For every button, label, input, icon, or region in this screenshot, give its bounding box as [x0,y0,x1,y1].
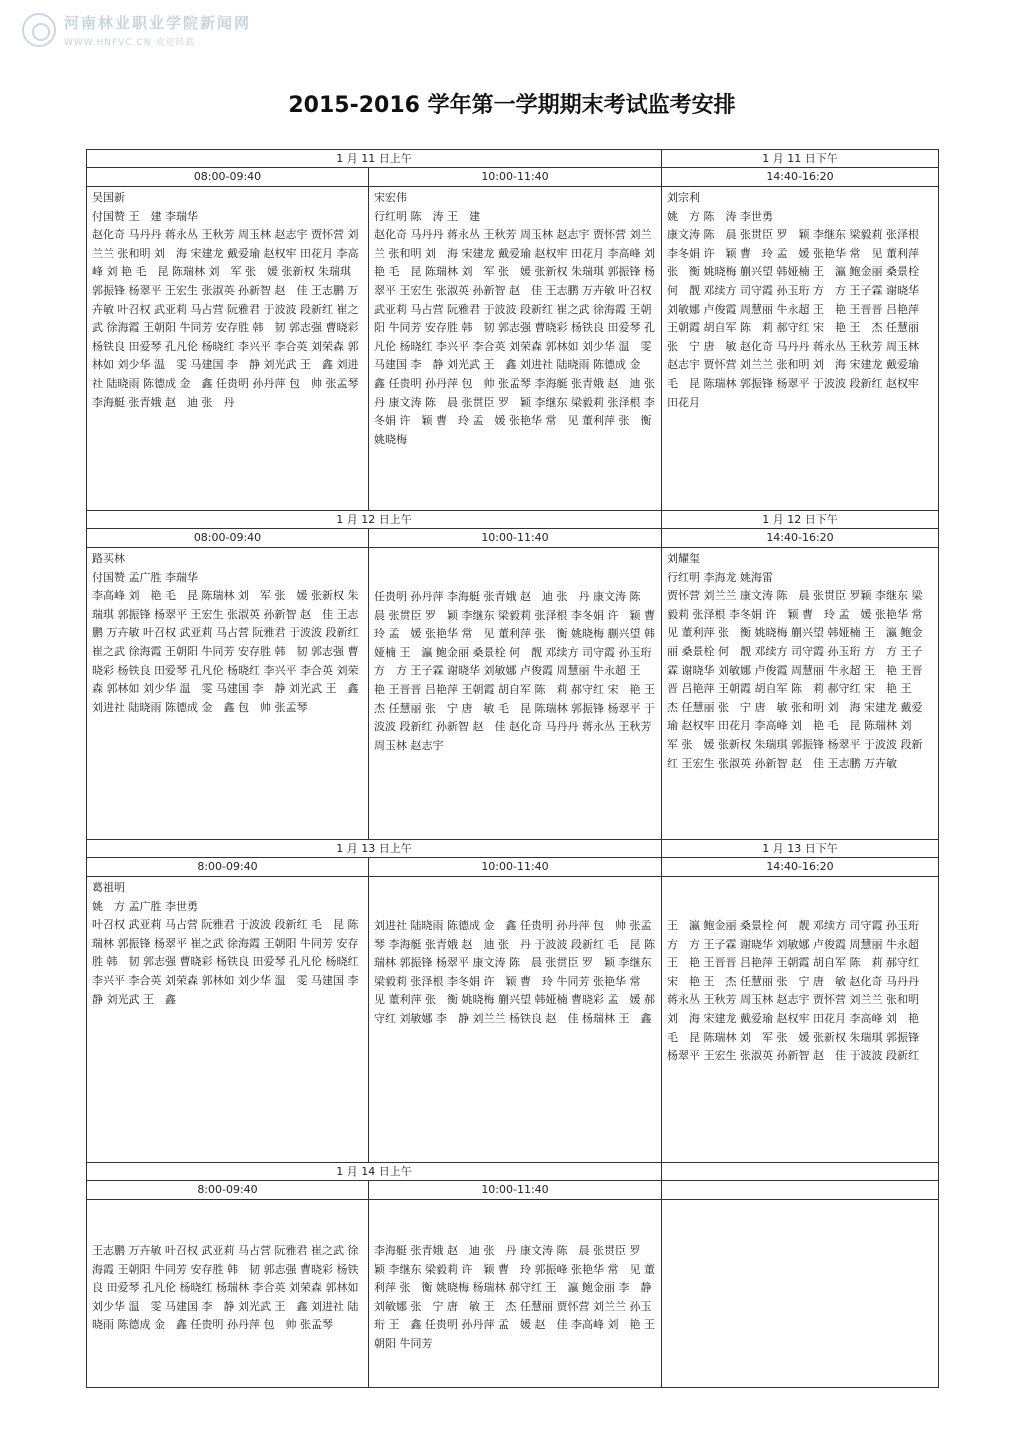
time-slot: 14:40-16:20 [662,858,939,877]
proctor-list: 任贵明 孙丹萍 李海艇 张青娥 赵 迪 张 丹 康文涛 陈 晨 张贯臣 罗 颖 李继东 梁毅莉 张泽根 李冬娟 许 颖 曹 玲 孟 媛 张艳华 常 见 董利萍 张 衡 姚晓梅 蒯兴望 韩娅楠 王 瀛 鲍金丽 桑景栓 何 靓 邓续方 司守霞 孙玉珩 方 方 王子霖 谢晓华 刘敏娜 卢俊霞 周慧丽 牛永超 王 艳 王晋晋 吕艳萍 王朝霞 胡自军 陈 莉 郝守红 宋 艳 王 杰 任慧丽 张 宁 唐 敏 毛 昆 陈瑞林 郭振锋 杨翠平 于波波 段新红 孙新智 赵 佳 赵化奇 马丹丹 蒋永丛 王秋芳 周玉林 赵志宇 [374,590,666,752]
day-label-morning: 1 月 14 日上午 [87,1163,662,1181]
assignment-row [87,548,939,840]
watermark-title: 河南林业职业学院新闻网 [64,14,252,32]
proctor-list: 赵化奇 马丹丹 蒋永丛 王秋芳 周玉林 赵志宇 贾怀营 刘兰兰 张和明 刘 海 宋建龙 戴爱瑜 赵权牢 田花月 李高峰 刘 艳 毛 昆 陈瑞林 刘 军 张 媛 张新权 朱瑞琪 郭振锋 杨翠平 王宏生 张淑英 孙新智 赵 佳 王志鹏 万卉敏 叶召权 武亚莉 马占营 阮雅君 于波波 段新红 崔之武 徐海霞 王朝阳 牛同芳 安存胜 韩 韧 郭志强 曹晓彩 杨铁良 田爱琴 孔凡伦 杨晓红 李兴平 李合英 刘荣森 郭林如 刘少华 温 雯 马建国 李 静 刘光武 王 鑫 刘进社 陆晓雨 陈德成 金 鑫 任贵明 孙丹萍 包 帅 张孟琴 李海艇 张青娥 赵 迪 张 丹 康文涛 陈 晨 张贯臣 罗 颖 李继东 梁毅莉 张泽根 李冬娟 许 颖 曹 玲 孟 媛 张艳华 常 见 董利萍 张 衡 姚晓梅 [374,228,666,446]
proctor-list: 赵化奇 马丹丹 蒋永丛 王秋芳 周玉林 赵志宇 贾怀营 刘兰兰 张和明 刘 海 宋建龙 戴爱瑜 赵权牢 田花月 李高峰 刘 艳 毛 昆 陈瑞林 刘 军 张 媛 张新权 朱瑞琪 郭振锋 杨翠平 王宏生 张淑英 孙新智 赵 佳 王志鹏 万卉敏 叶召权 武亚莉 马占营 阮雅君 于波波 段新红 崔之武 徐海霞 王朝阳 牛同芳 安存胜 韩 韧 郭志强 曹晓彩 杨铁良 田爱琴 孔凡伦 杨晓红 李兴平 李合英 刘荣森 郭林如 刘少华 温 雯 马建国 李 静 刘光武 王 鑫 刘进社 陆晓雨 陈德成 金 鑫 任贵明 孙丹萍 包 帅 张孟琴 李海艇 张青娥 赵 迪 张 丹 [92,228,359,409]
supervisors: 行红明 李海龙 姚海雷 [667,570,773,584]
assignment-cell [662,548,939,840]
day-label-morning: 1 月 13 日上午 [87,840,662,858]
day-header-row [87,511,939,529]
chief-proctor: 刘耀玺 [667,552,700,565]
day-header-row [87,150,939,168]
proctor-list: 王志鹏 万卉敏 叶召权 武亚莉 马占营 阮雅君 崔之武 徐海霞 王朝阳 牛同芳 安存胜 韩 韧 郭志强 曹晓彩 杨铁良 田爱琴 孔凡伦 杨晓红 杨瑞林 李合英 刘荣森 郭林如 刘少华 温 雯 马建国 李 静 刘光武 王 鑫 刘进社 陆晓雨 陈德成 金 鑫 任贵明 孙丹萍 包 帅 张孟琴 [92,1244,359,1332]
time-slot: 8:00-09:40 [87,858,369,877]
time-slot: 10:00-11:40 [369,529,662,548]
chief-proctor: 路买林 [92,552,125,565]
time-header-row [87,1181,939,1200]
chief-proctor: 宋宏伟 [374,191,407,204]
assignment-cell [369,1200,662,1388]
assignment-row [87,877,939,1163]
chief-proctor: 刘宗利 [667,191,700,204]
day-label-afternoon: 1 月 13 日下午 [662,840,939,858]
watermark-subtitle: WWW.HNFVC.CN 欢迎转载 [64,38,196,48]
assignment-row [87,187,939,511]
assignment-cell [87,1200,369,1388]
proctor-schedule-table [86,149,939,1388]
assignment-cell [87,548,369,840]
assignment-cell [369,187,666,511]
supervisors: 姚 方 孟广胜 李世勇 [92,899,198,913]
chief-proctor: 葛祖明 [92,881,125,894]
chief-proctor: 吴国新 [92,191,125,204]
assignment-cell [87,187,369,511]
day-label-morning: 1 月 11 日上午 [87,150,662,168]
time-slot: 8:00-09:40 [87,1181,369,1200]
proctor-list: 王 瀛 鲍金丽 桑景栓 何 靓 邓续方 司守霞 孙玉珩 方 方 王子霖 谢晓华 刘敏娜 卢俊霞 周慧丽 牛永超 王 艳 王晋晋 吕艳萍 王朝霞 胡自军 陈 莉 郝守红 宋 艳 王 杰 任慧丽 张 宁 唐 敏 赵化奇 马丹丹 蒋永丛 王秋芳 周玉林 赵志宇 贾怀营 刘兰兰 张和明 刘 海 宋建龙 戴爱瑜 赵权牢 田花月 李高峰 刘 艳 毛 昆 陈瑞林 刘 军 张 媛 张新权 朱瑞琪 郭振锋 杨翠平 王宏生 张淑英 孙新智 赵 佳 于波波 段新红 [667,919,919,1063]
day-header-row [87,1163,939,1181]
proctor-list: 贾怀营 刘兰兰 康文涛 陈 晨 张贯臣 罗颖 李继东 梁毅莉 张泽根 李冬娟 许 颖 曹 玲 孟 媛 张艳华 常 见 董利萍 张 衡 姚晓梅 蒯兴望 韩娅楠 王 瀛 鲍金丽 桑景栓 何 靓 邓续方 司守霞 孙玉珩 方 方 王子霖 谢晓华 刘敏娜 卢俊霞 周慧丽 牛永超 王 艳 王晋晋 吕艳萍 王朝霞 胡自军 陈 莉 郝守红 宋 艳 王 杰 任慧丽 张 宁 唐 敏 张和明 刘 海 宋建龙 戴爱瑜 赵权牢 田花月 李高峰 刘 艳 毛 昆 陈瑞林 刘 军 张 媛 张新权 朱瑞琪 郭振锋 杨翠平 于波波 段新红 王宏生 张淑英 孙新智 赵 佳 王志鹏 万卉敏 [667,589,934,770]
time-header-row [87,529,939,548]
time-header-row [87,858,939,877]
time-slot [662,1181,939,1200]
page-title: 2015-2016 学年第一学期期末考试监考安排 [288,93,736,118]
day-label-morning: 1 月 12 日上午 [87,511,662,529]
day-label-afternoon: 1 月 12 日下午 [662,511,939,529]
proctor-list: 李海艇 张青娥 赵 迪 张 丹 康文涛 陈 晨 张贯臣 罗 颖 李继东 梁毅莉 许 颖 曹 玲 郭振峰 张艳华 常 见 董利萍 张 衡 姚晓梅 杨瑞林 郝守红 王 瀛 鲍金丽 李 静 刘敏娜 张 宁 唐 敏 王 杰 任慧丽 贾怀营 刘兰兰 孙玉珩 王 鑫 任贵明 孙丹萍 孟 媛 赵 佳 李高峰 刘 艳 王朝阳 牛同芳 [374,1244,655,1350]
assignment-cell [662,187,939,511]
assignment-cell [369,877,662,1163]
proctor-list: 康文涛 陈 晨 张贯臣 罗 颖 李继东 梁毅莉 张泽根 李冬娟 许 颖 曹 玲 孟 媛 张艳华 常 见 董利萍 张 衡 姚晓梅 蒯兴望 韩娅楠 王 瀛 鲍金丽 桑景栓 何 靓 邓续方 司守霞 孙玉珩 方 方 王子霖 谢晓华 刘敏娜 卢俊霞 周慧丽 牛永超 王 艳 王晋晋 吕艳萍 王朝霞 胡自军 陈 莉 郝守红 宋 艳 王 杰 任慧丽 张 宁 唐 敏 赵化奇 马丹丹 蒋永丛 王秋芳 周玉林 赵志宇 贾怀营 刘兰兰 张和明 刘 海 宋建龙 戴爱瑜 毛 昆 陈瑞林 郭振锋 杨翠平 于波波 段新红 赵权牢 田花月 [667,228,919,409]
assignment-cell [369,548,666,840]
school-logo-icon [22,13,56,47]
day-label-afternoon [662,1163,939,1181]
time-header-row [87,168,939,187]
assignment-row [87,1200,939,1388]
supervisors: 行红明 陈 涛 王 建 [374,209,480,223]
supervisors: 付国赞 王 建 李瑞华 [92,209,198,223]
proctor-list: 刘进社 陆晓雨 陈德成 金 鑫 任贵明 孙丹萍 包 帅 张孟琴 李海艇 张青娥 赵 迪 张 丹 于波波 段新红 毛 昆 陈瑞林 郭振锋 杨翠平 康文涛 陈 晨 张贯臣 罗 颖 李继东 梁毅莉 张泽根 李冬娟 许 颖 曹 玲 牛同芳 张艳华 常 见 董利萍 张 衡 姚晓梅 蒯兴望 韩娅楠 曹晓彩 孟 媛 郝守红 刘敏娜 李 静 刘兰兰 杨铁良 赵 佳 杨瑞林 王 鑫 [374,919,655,1025]
assignment-cell [662,877,939,1163]
time-slot: 14:40-16:20 [662,529,939,548]
proctor-list: 李高峰 刘 艳 毛 昆 陈瑞林 刘 军 张 媛 张新权 朱瑞琪 郭振锋 杨翠平 王宏生 张淑英 孙新智 赵 佳 王志鹏 万卉敏 叶召权 武亚莉 马占营 阮雅君 于波波 段新红 崔之武 徐海霞 王朝阳 牛同芳 安存胜 韩 韧 郭志强 曹晓彩 杨铁良 田爱琴 孔凡伦 杨晓红 李兴平 李合英 刘荣森 郭林如 刘少华 温 雯 马建国 李 静 刘光武 王 鑫 刘进社 陆晓雨 陈德成 金 鑫 包 帅 张孟琴 [92,589,359,714]
time-slot: 14:40-16:20 [662,168,939,187]
time-slot: 10:00-11:40 [369,1181,662,1200]
proctor-list: 叶召权 武亚莉 马占营 阮雅君 于波波 段新红 毛 昆 陈瑞林 郭振锋 杨翠平 崔之武 徐海霞 王朝阳 牛同芳 安存胜 韩 韧 郭志强 曹晓彩 杨铁良 田爱琴 孔凡伦 杨晓红 李兴平 李合英 刘荣森 郭林如 刘少华 温 雯 马建国 李 静 刘光武 王 鑫 [92,918,370,1006]
time-slot: 10:00-11:40 [369,858,662,877]
supervisors: 付国赞 孟广胜 李瑞华 [92,570,198,584]
time-slot: 08:00-09:40 [87,168,369,187]
supervisors: 姚 方 陈 涛 李世勇 [667,209,773,223]
assignment-cell-empty [662,1200,939,1388]
watermark [22,12,251,48]
day-label-afternoon: 1 月 11 日下午 [662,150,939,168]
time-slot: 08:00-09:40 [87,529,369,548]
time-slot: 10:00-11:40 [369,168,662,187]
assignment-cell [87,877,369,1163]
day-header-row [87,840,939,858]
